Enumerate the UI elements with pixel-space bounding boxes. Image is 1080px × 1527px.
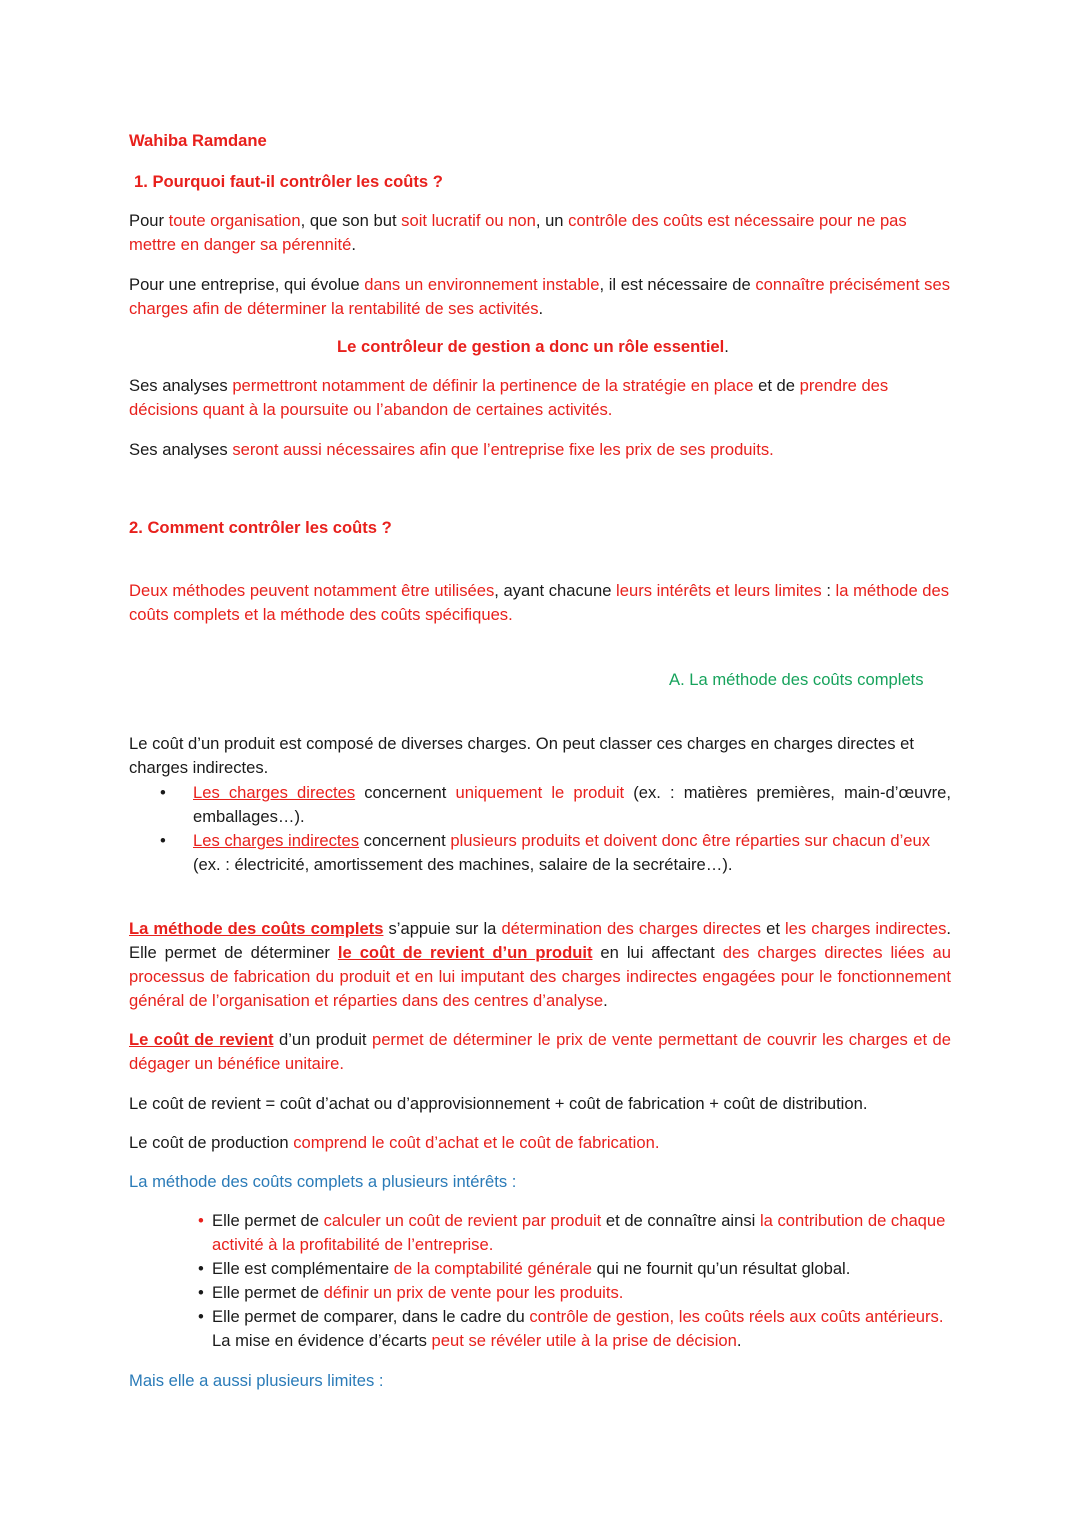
- interets-heading: La méthode des coûts complets a plusieurs intérêts :: [129, 1172, 517, 1191]
- list-item: • Elle permet de définir un prix de vente pour les produits.: [198, 1283, 624, 1302]
- subsection-a-title: A. La méthode des coûts complets: [669, 670, 924, 689]
- s2-intro: Deux méthodes peuvent notamment être utilisées, ayant chacune leurs intérêts et leurs limites : la méthode des coûts complets et la méthode des coûts spécifiques.: [129, 581, 950, 624]
- s2-paragraph-methode: La méthode des coûts complets s’appuie sur la détermination des charges directes et les charges indirectes. Elle permet de déterminer le coût de revient d’un produit en lui affectant des charges directes liées au processus de fabrication du produit et en lui imputant des charges indirectes engagées pour le fonctionnement général de l’organisation et réparties dans des centres d’analyse.: [129, 919, 952, 1010]
- section-1-title: 1. Pourquoi faut-il contrôler les coûts ?: [134, 172, 443, 191]
- list-item: • Elle permet de calculer un coût de revient par produit et de connaître ainsi la contribution de chaque activité à la profitabilité de l’entreprise.: [198, 1211, 946, 1254]
- s2-paragraph-charges: Le coût d’un produit est composé de diverses charges. On peut classer ces charges en charges directes et charges indirectes.: [129, 734, 914, 777]
- limites-heading: Mais elle a aussi plusieurs limites :: [129, 1371, 384, 1390]
- s2-paragraph-cout-production: Le coût de production comprend le coût d’achat et le coût de fabrication.: [129, 1133, 660, 1152]
- s1-paragraph-1: Pour toute organisation, que son but soit lucratif ou non, un contrôle des coûts est nécessaire pour ne pas mettre en danger sa pérennité.: [129, 211, 907, 254]
- charges-list: [160, 781, 951, 877]
- list-item: • Les charges directes concernent uniquement le produit (ex. : matières premières, main-d’œuvre, emballages…).: [160, 783, 951, 826]
- s1-center-statement: Le contrôleur de gestion a donc un rôle essentiel.: [337, 337, 729, 356]
- s1-paragraph-2: Pour une entreprise, qui évolue dans un environnement instable, il est nécessaire de connaître précisément ses charges afin de déterminer la rentabilité de ses activités.: [129, 275, 950, 318]
- formula-line: Le coût de revient = coût d’achat ou d’approvisionnement + coût de fabrication + coût de distribution.: [129, 1094, 868, 1113]
- list-item: • Elle est complémentaire de la comptabilité générale qui ne fournit qu’un résultat global.: [198, 1259, 851, 1278]
- s2-paragraph-cout-revient: Le coût de revient d’un produit permet de déterminer le prix de vente permettant de couvrir les charges et de dégager un bénéfice unitaire.: [129, 1030, 951, 1073]
- interets-list: [180, 1209, 952, 1353]
- s1-paragraph-4: Ses analyses seront aussi nécessaires afin que l’entreprise fixe les prix de ses produits.: [129, 440, 774, 459]
- section-2-title: 2. Comment contrôler les coûts ?: [129, 518, 392, 537]
- author-name: Wahiba Ramdane: [129, 131, 267, 150]
- list-item: • Les charges indirectes concernent plusieurs produits et doivent donc être réparties sur chacun d’eux (ex. : électricité, amortissement des machines, salaire de la secrétaire…).: [160, 831, 931, 874]
- s1-paragraph-3: Ses analyses permettront notamment de définir la pertinence de la stratégie en place et de prendre des décisions quant à la poursuite ou l’abandon de certaines activités.: [129, 376, 889, 419]
- list-item: • Elle permet de comparer, dans le cadre du contrôle de gestion, les coûts réels aux coûts antérieurs. La mise en évidence d’écarts peut se révéler utile à la prise de décision.: [198, 1307, 944, 1350]
